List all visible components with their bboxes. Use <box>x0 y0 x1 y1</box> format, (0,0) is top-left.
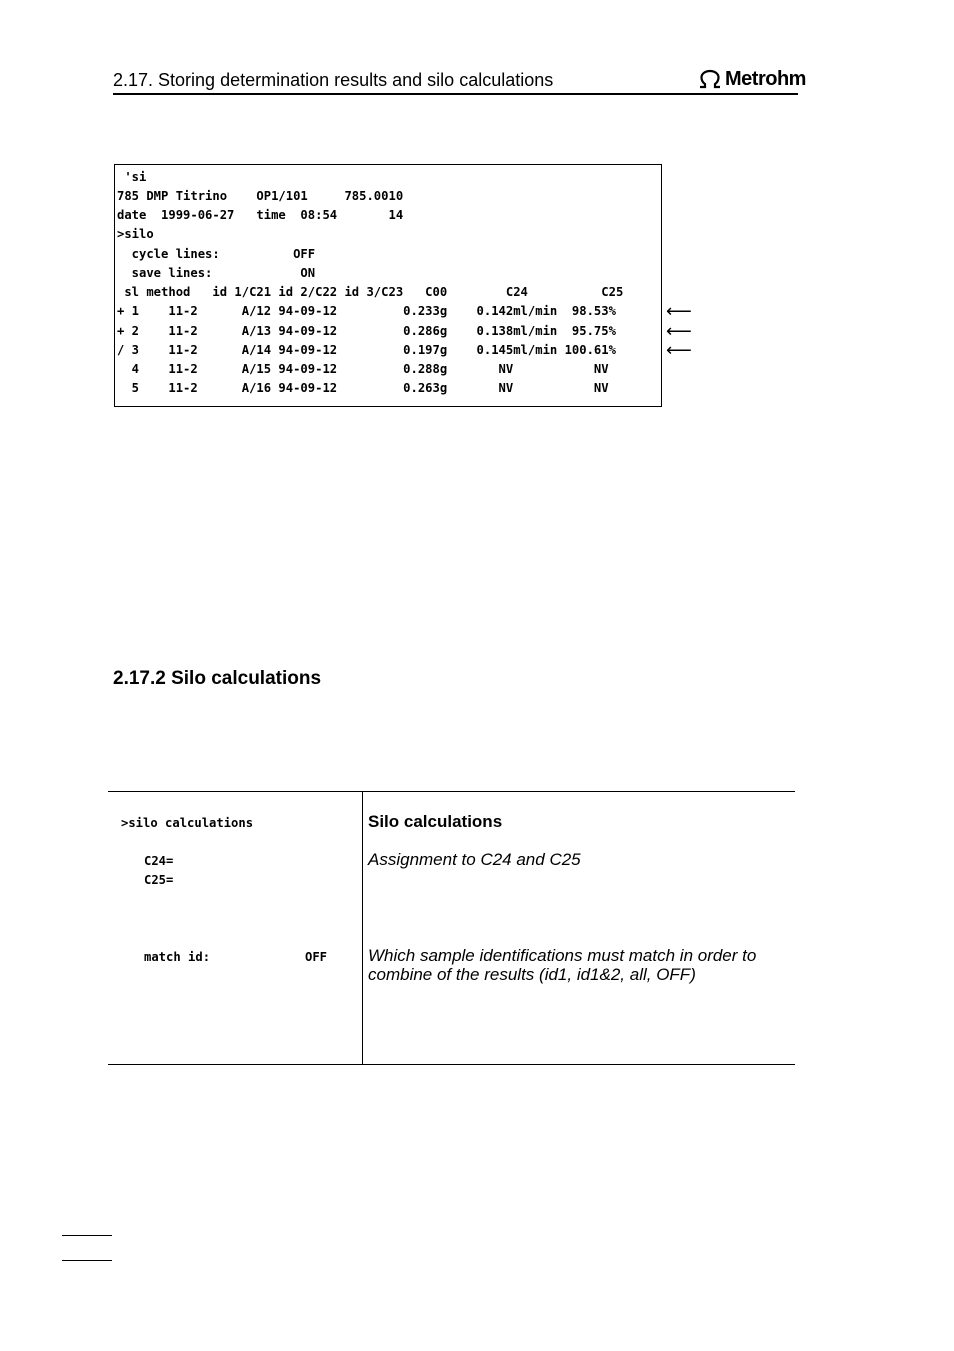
match-id-label: match id: <box>144 950 211 964</box>
table-top-rule <box>108 791 795 792</box>
left-arrow-icon: ⟵ <box>666 301 692 321</box>
printout-line: >silo <box>117 227 154 241</box>
match-id-value: OFF <box>305 950 328 964</box>
omega-logo-icon <box>698 69 722 89</box>
printout-row: 4 11-2 A/15 94-09-12 0.288g NV NV <box>117 362 609 376</box>
printout-row: 5 11-2 A/16 94-09-12 0.263g NV NV <box>117 381 609 395</box>
c24-field-label: C24= <box>144 854 174 868</box>
table-column-divider <box>362 791 363 1065</box>
printout-line: date 1999-06-27 time 08:54 14 <box>117 208 404 222</box>
menu-item-silo-calculations: >silo calculations <box>121 816 254 830</box>
printout-line: 785 DMP Titrino OP1/101 785.0010 <box>117 189 404 203</box>
footer-rule-top <box>62 1235 112 1236</box>
metrohm-logo <box>698 66 806 92</box>
printout-header-row: sl method id 1/C21 id 2/C22 id 3/C23 C00 C24 C25 <box>117 285 624 299</box>
header-title: 2.17. Storing determination results and silo calculations <box>113 70 554 90</box>
printout-box <box>114 164 662 407</box>
c25-field-label: C25= <box>144 873 174 887</box>
match-id-description: Which sample identifications must match in order to combine of the results (id1, id1&2, all, OFF) <box>368 946 757 984</box>
printout-row: / 3 11-2 A/14 94-09-12 0.197g 0.145ml/min 100.61% <box>117 343 616 357</box>
printout-line: save lines: ON <box>117 266 316 280</box>
header-rule <box>113 93 798 95</box>
assignment-description: Assignment to C24 and C25 <box>368 850 581 869</box>
printout-line: 'si <box>117 170 147 184</box>
left-arrow-icon: ⟵ <box>666 340 692 360</box>
printout-row: + 2 11-2 A/13 94-09-12 0.286g 0.138ml/min 95.75% <box>117 324 616 338</box>
description-title: Silo calculations <box>368 812 503 831</box>
logo-text: Metrohm <box>725 67 806 90</box>
section-heading: 2.17.2 Silo calculations <box>113 668 322 689</box>
printout-line: cycle lines: OFF <box>117 247 316 261</box>
printout-row: + 1 11-2 A/12 94-09-12 0.233g 0.142ml/min 98.53% <box>117 304 616 318</box>
footer-rule-bottom <box>62 1260 112 1261</box>
left-arrow-icon: ⟵ <box>666 321 692 341</box>
table-bottom-rule <box>108 1064 795 1065</box>
